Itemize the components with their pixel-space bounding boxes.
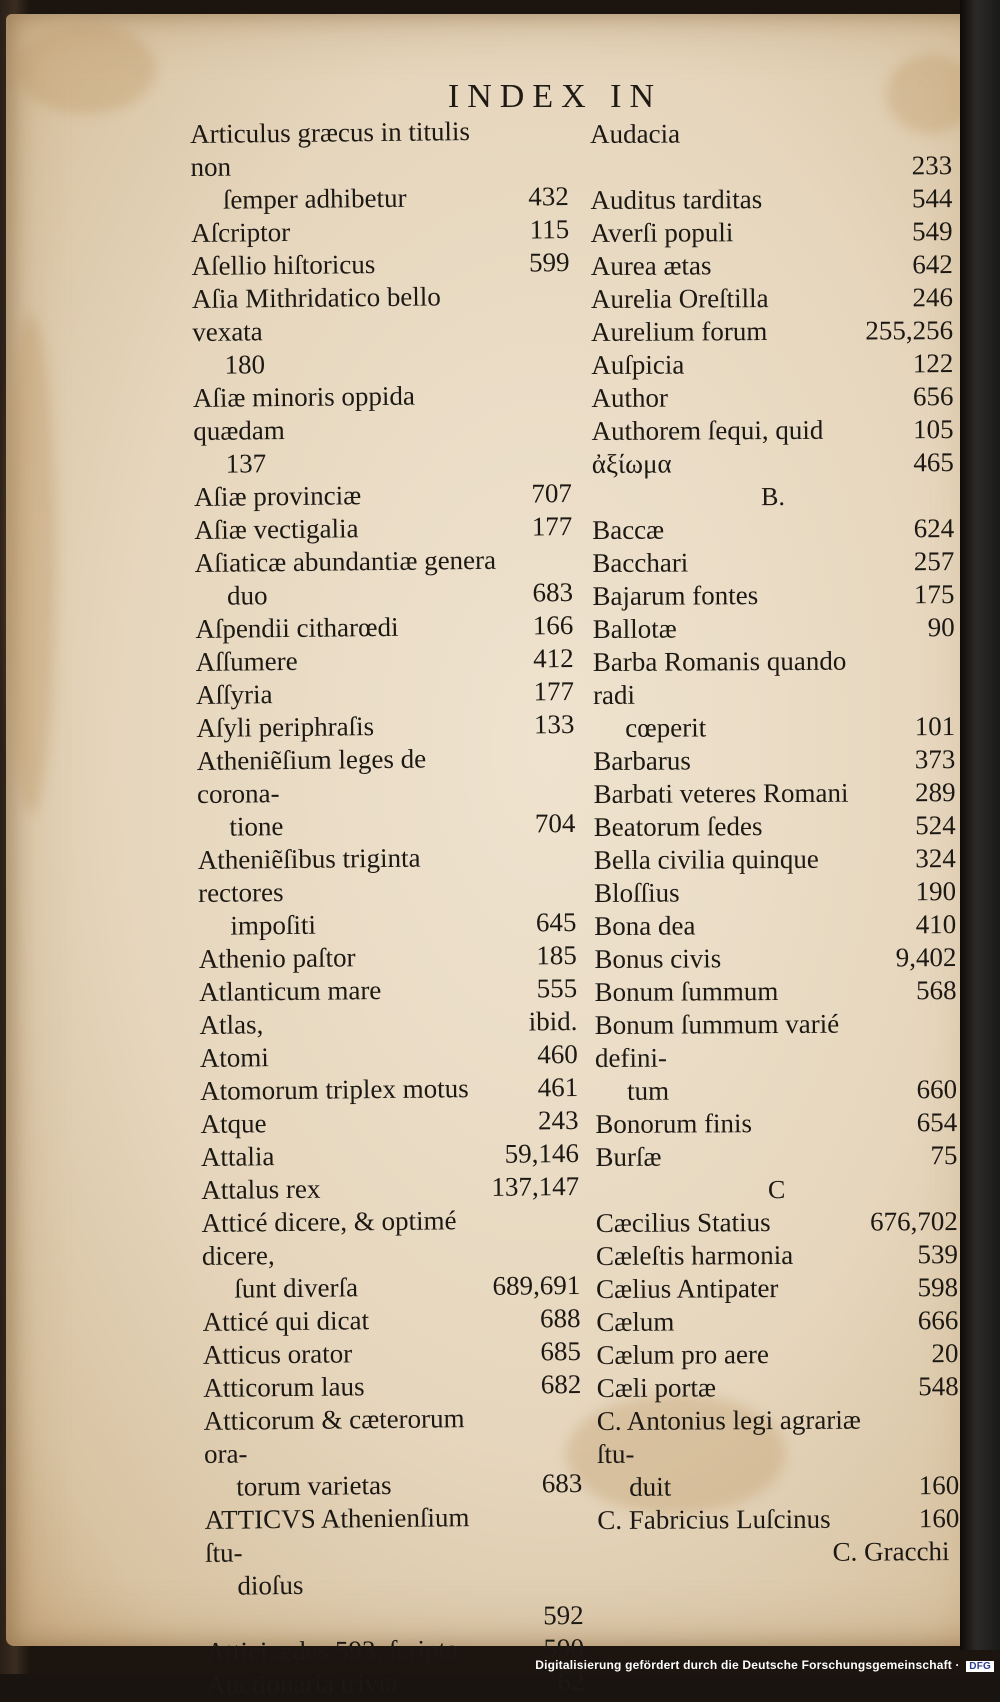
entry-term: Cælum pro aere bbox=[596, 1339, 770, 1370]
entry-term-continuation: duit bbox=[629, 1471, 672, 1502]
entry-term-continuation: ſemper adhibetur bbox=[222, 182, 407, 215]
entry-term: Audacia bbox=[590, 118, 681, 149]
entry-page-number: 175 bbox=[913, 579, 955, 610]
index-entry bbox=[199, 1005, 577, 1042]
index-entry bbox=[194, 477, 572, 514]
entry-term: Auſpicia bbox=[591, 349, 685, 380]
entry-term: Barbati veteres Romani bbox=[593, 777, 849, 809]
entry-page-number: 190 bbox=[915, 876, 957, 907]
entry-term: Atticé dicere, & optimé dicere, bbox=[201, 1205, 457, 1271]
index-entry bbox=[194, 543, 573, 613]
entry-page-number: 656 bbox=[912, 381, 954, 412]
entry-page-number: 645 bbox=[535, 906, 577, 938]
index-entry bbox=[203, 1335, 581, 1372]
entry-page-number: 62 bbox=[557, 1665, 585, 1697]
entry-term: Aſcriptor bbox=[191, 216, 291, 248]
entry-page-number: 642 bbox=[912, 249, 953, 280]
entry-term: C. Antonius legi agrariæ ſtu- bbox=[596, 1404, 861, 1469]
entry-term: Aſia Mithridatico bello vexata bbox=[191, 281, 441, 347]
index-entry bbox=[199, 972, 577, 1009]
entry-term: Auditus tarditas bbox=[590, 184, 763, 215]
entry-page-number: 177 bbox=[531, 511, 573, 542]
index-entry bbox=[206, 1665, 584, 1702]
entry-term: Bonorum finis bbox=[595, 1108, 753, 1139]
entry-term: Atlas, bbox=[199, 1009, 264, 1040]
index-entry bbox=[197, 741, 576, 844]
entry-term: Atheniẽſium leges de corona- bbox=[196, 743, 427, 809]
index-entry bbox=[593, 743, 955, 778]
index-entry bbox=[593, 644, 956, 745]
entry-page-number: 548 bbox=[918, 1371, 959, 1402]
index-entry bbox=[594, 941, 956, 976]
entry-term: Atticé qui dicat bbox=[202, 1305, 370, 1337]
entry-page-number: 177 bbox=[533, 676, 575, 707]
entry-term-continuation: impoſiti bbox=[230, 909, 317, 941]
entry-term: Aurea ætas bbox=[590, 250, 712, 281]
index-entry bbox=[591, 314, 953, 349]
index-entry bbox=[199, 939, 577, 976]
index-entry bbox=[592, 578, 954, 613]
entry-term: Aſiæ minoris oppida quædam bbox=[192, 380, 416, 446]
entry-term: Articulus græcus in titulis non bbox=[190, 116, 471, 182]
entry-term: Averſi populi bbox=[590, 217, 734, 248]
entry-term: Bella civilia quinque bbox=[593, 843, 819, 875]
entry-term: Cæleſtis harmonia bbox=[595, 1239, 794, 1271]
entry-term-continuation: tum bbox=[627, 1075, 670, 1106]
entry-page-number: 707 bbox=[531, 478, 573, 509]
entry-term: Authorem ſequi, quid bbox=[591, 414, 824, 446]
entry-term: Atomorum triplex motus bbox=[200, 1073, 469, 1106]
entry-term: Attalus rex bbox=[201, 1173, 321, 1205]
entry-page-number: 246 bbox=[912, 282, 954, 313]
entry-term: Aſſumere bbox=[195, 645, 298, 677]
entry-term: Aſiaticæ abundantiæ genera bbox=[194, 544, 497, 578]
entry-term-continuation: dioſus bbox=[237, 1569, 304, 1601]
index-entry bbox=[196, 642, 574, 679]
entry-page-number: 683 bbox=[532, 577, 574, 608]
entry-term: ἀξίωμα bbox=[591, 448, 672, 479]
entry-page-number: 324 bbox=[915, 843, 956, 874]
entry-page-number: 133 bbox=[533, 709, 575, 740]
entry-page-number: 549 bbox=[912, 216, 953, 247]
entry-term: Attalia bbox=[200, 1141, 275, 1172]
entry-page-number: 373 bbox=[914, 744, 956, 775]
entry-page-number: 666 bbox=[917, 1305, 959, 1336]
entry-page-number: 539 bbox=[917, 1239, 959, 1270]
entry-page-number: 688 bbox=[539, 1302, 581, 1334]
index-entry bbox=[591, 215, 953, 250]
entry-term-continuation: 137 bbox=[225, 448, 267, 479]
entry-term-continuation: torum varietas bbox=[236, 1469, 392, 1502]
index-entry bbox=[595, 1139, 957, 1174]
entry-page-number: 624 bbox=[913, 513, 955, 544]
entry-term: Bonum ſummum varié defini- bbox=[594, 1008, 840, 1073]
entry-page-number: 544 bbox=[911, 183, 953, 214]
catchword: C. Gracchi bbox=[832, 1536, 950, 1567]
entry-page-number: 115 bbox=[529, 214, 570, 245]
entry-page-number: 460 bbox=[537, 1038, 578, 1070]
index-entry bbox=[590, 182, 952, 217]
entry-page-number: 689,691 bbox=[492, 1269, 581, 1301]
entry-page-number: ibid. bbox=[528, 1005, 578, 1037]
index-entry bbox=[193, 378, 572, 481]
index-entry bbox=[596, 1337, 958, 1372]
entry-term: ATTICVS Athenienſium ſtu- bbox=[204, 1502, 470, 1568]
entry-page-number: 243 bbox=[537, 1104, 579, 1136]
index-entry bbox=[595, 1106, 957, 1141]
index-entry bbox=[596, 1304, 958, 1339]
entry-term: Atticorum laus bbox=[203, 1371, 365, 1403]
entry-page-number: 599 bbox=[528, 247, 570, 278]
index-entry bbox=[592, 545, 954, 580]
entry-term: Auctionaria trivia bbox=[206, 1667, 398, 1700]
entry-page-number: 592 bbox=[543, 1599, 584, 1631]
entry-term: Aſpendii citharœdi bbox=[195, 611, 399, 644]
entry-term: Cælum bbox=[596, 1306, 675, 1337]
index-entry bbox=[198, 840, 577, 943]
entry-term-continuation: duo bbox=[226, 580, 268, 611]
index-entry bbox=[594, 809, 956, 844]
entry-term-continuation: tione bbox=[229, 811, 284, 842]
index-entry bbox=[594, 842, 956, 877]
dfg-logo: DFG bbox=[966, 1661, 994, 1672]
index-entry bbox=[597, 1370, 959, 1405]
page-header: INDEX IN bbox=[447, 78, 663, 115]
entry-term: Aſiæ provinciæ bbox=[193, 480, 362, 512]
entry-page-number: 233 bbox=[911, 150, 953, 181]
index-entry bbox=[592, 446, 954, 481]
entry-term: Atque bbox=[200, 1108, 267, 1139]
entry-term: Bloſſius bbox=[593, 877, 680, 908]
entry-term: Cæli portæ bbox=[596, 1372, 717, 1403]
index-entry bbox=[205, 1500, 584, 1636]
entry-term: Attici ædes 593. ſcripta bbox=[205, 1634, 459, 1667]
entry-term: Barbarus bbox=[593, 745, 691, 776]
index-entry bbox=[201, 1203, 580, 1306]
entry-term: C. Fabricius Luſcinus bbox=[597, 1503, 831, 1535]
entry-page-number: 461 bbox=[537, 1071, 579, 1103]
entry-page-number: 676,702 bbox=[869, 1206, 958, 1237]
index-entry bbox=[591, 347, 953, 382]
index-entry bbox=[195, 609, 573, 646]
index-entry bbox=[191, 246, 569, 283]
entry-page-number: 465 bbox=[913, 447, 954, 478]
index-entry bbox=[591, 281, 953, 316]
entry-term-continuation: 180 bbox=[224, 349, 266, 380]
entry-page-number: 682 bbox=[540, 1368, 582, 1400]
entry-page-number: 105 bbox=[913, 414, 954, 445]
entry-term: Baccæ bbox=[592, 514, 665, 545]
index-entry bbox=[592, 413, 954, 448]
entry-page-number: 432 bbox=[528, 181, 569, 212]
entry-term: Aſyli periphraſis bbox=[196, 711, 375, 743]
entry-term: Aſſyria bbox=[195, 679, 273, 710]
index-entry bbox=[591, 248, 953, 283]
entry-page-number: 160 bbox=[918, 1470, 960, 1501]
digitization-credit bbox=[535, 1658, 994, 1672]
entry-term: Athenio paſtor bbox=[198, 942, 356, 974]
entry-term: Bonum ſummum bbox=[594, 976, 779, 1007]
entry-page-number: 59,146 bbox=[504, 1137, 580, 1169]
entry-page-number: 660 bbox=[916, 1074, 958, 1105]
entry-term: Atheniẽſibus triginta rectores bbox=[197, 842, 421, 908]
index-entry bbox=[200, 1071, 578, 1108]
entry-term: Aurelium forum bbox=[591, 316, 768, 347]
entry-page-number: 704 bbox=[534, 808, 576, 839]
index-entry bbox=[596, 1271, 958, 1306]
section-letter: B. bbox=[760, 481, 785, 512]
entry-page-number: 412 bbox=[533, 643, 574, 674]
index-entry bbox=[593, 611, 955, 646]
entry-page-number: 289 bbox=[914, 777, 956, 808]
index-entry bbox=[202, 1302, 580, 1339]
entry-term: Atomi bbox=[199, 1042, 270, 1073]
credit-text: Digitalisierung gefördert durch die Deutsche Forschungsgemeinschaft · bbox=[535, 1658, 960, 1672]
entry-term: Burſæ bbox=[595, 1141, 662, 1172]
entry-page-number: 257 bbox=[913, 546, 955, 577]
index-entry bbox=[196, 675, 574, 712]
index-entry bbox=[201, 1170, 579, 1207]
entry-page-number: 654 bbox=[916, 1107, 958, 1138]
index-entry bbox=[592, 512, 954, 547]
entry-page-number: 160 bbox=[918, 1503, 960, 1534]
entry-page-number: 685 bbox=[540, 1335, 582, 1367]
entry-page-number: 9,402 bbox=[895, 942, 957, 973]
index-entry bbox=[203, 1401, 582, 1504]
entry-page-number: 410 bbox=[915, 909, 957, 940]
entry-term-continuation: cœperit bbox=[625, 712, 707, 743]
section-letter: C bbox=[767, 1174, 786, 1205]
entry-term: Cæcilius Statius bbox=[595, 1207, 771, 1238]
entry-page-number: 20 bbox=[931, 1338, 959, 1369]
index-entry bbox=[593, 776, 955, 811]
index-entry bbox=[597, 1502, 959, 1537]
index-entry bbox=[196, 708, 574, 745]
entry-page-number: 598 bbox=[917, 1272, 959, 1303]
index-entry bbox=[200, 1038, 578, 1075]
binding-edge bbox=[960, 0, 1000, 1650]
entry-term: Atlanticum mare bbox=[198, 975, 382, 1007]
index-entry bbox=[206, 1632, 584, 1669]
entry-page-number: 590 bbox=[543, 1632, 585, 1664]
index-entry bbox=[194, 510, 572, 547]
entry-page-number: 568 bbox=[915, 975, 957, 1006]
entry-term: Bonus civis bbox=[594, 943, 722, 974]
entry-term: Bacchari bbox=[592, 547, 689, 578]
index-column-left bbox=[190, 114, 585, 1702]
index-entry bbox=[595, 1007, 958, 1108]
index-entry bbox=[190, 114, 569, 217]
index-entry bbox=[596, 1238, 958, 1273]
index-column-right bbox=[590, 116, 960, 1570]
entry-term: Aſiæ vectigalia bbox=[194, 513, 359, 545]
entry-term: Atticus orator bbox=[202, 1338, 353, 1370]
entry-term: Bajarum fontes bbox=[592, 580, 759, 611]
entry-term: Ballotæ bbox=[592, 613, 677, 644]
index-entry bbox=[591, 380, 953, 415]
index-entry bbox=[192, 279, 571, 382]
index-entry bbox=[590, 116, 952, 184]
index-entry bbox=[200, 1104, 578, 1141]
entry-term: Aſellio hiſtoricus bbox=[191, 249, 376, 281]
entry-page-number: 166 bbox=[532, 610, 574, 641]
entry-page-number: 555 bbox=[536, 972, 578, 1004]
index-entry bbox=[594, 875, 956, 910]
entry-term: Atticorum & cæterorum ora- bbox=[203, 1403, 465, 1469]
entry-page-number: 255,256 bbox=[865, 315, 954, 346]
index-entry bbox=[596, 1205, 958, 1240]
entry-page-number: 683 bbox=[541, 1467, 583, 1499]
entry-page-number: 101 bbox=[914, 711, 956, 742]
entry-page-number: 90 bbox=[927, 612, 955, 643]
index-entry bbox=[594, 974, 956, 1009]
entry-term: Beatorum ſedes bbox=[593, 811, 763, 842]
entry-term: Author bbox=[591, 382, 669, 413]
entry-term-continuation: ſunt diverſa bbox=[234, 1272, 359, 1304]
entry-term: Bona dea bbox=[594, 910, 696, 941]
index-entry bbox=[594, 908, 956, 943]
entry-term: Barba Romanis quando radi bbox=[592, 645, 847, 710]
entry-page-number: 75 bbox=[930, 1140, 958, 1171]
entry-term: Aurelia Oreſtilla bbox=[590, 283, 769, 314]
index-entry bbox=[203, 1368, 581, 1405]
index-entry bbox=[597, 1403, 960, 1504]
entry-page-number: 185 bbox=[536, 939, 577, 971]
entry-page-number: 524 bbox=[915, 810, 956, 841]
index-entry bbox=[201, 1137, 579, 1174]
entry-page-number: 122 bbox=[912, 348, 954, 379]
entry-page-number: 137,147 bbox=[491, 1170, 580, 1202]
index-entry bbox=[191, 213, 569, 250]
entry-term: Cælius Antipater bbox=[596, 1273, 779, 1304]
